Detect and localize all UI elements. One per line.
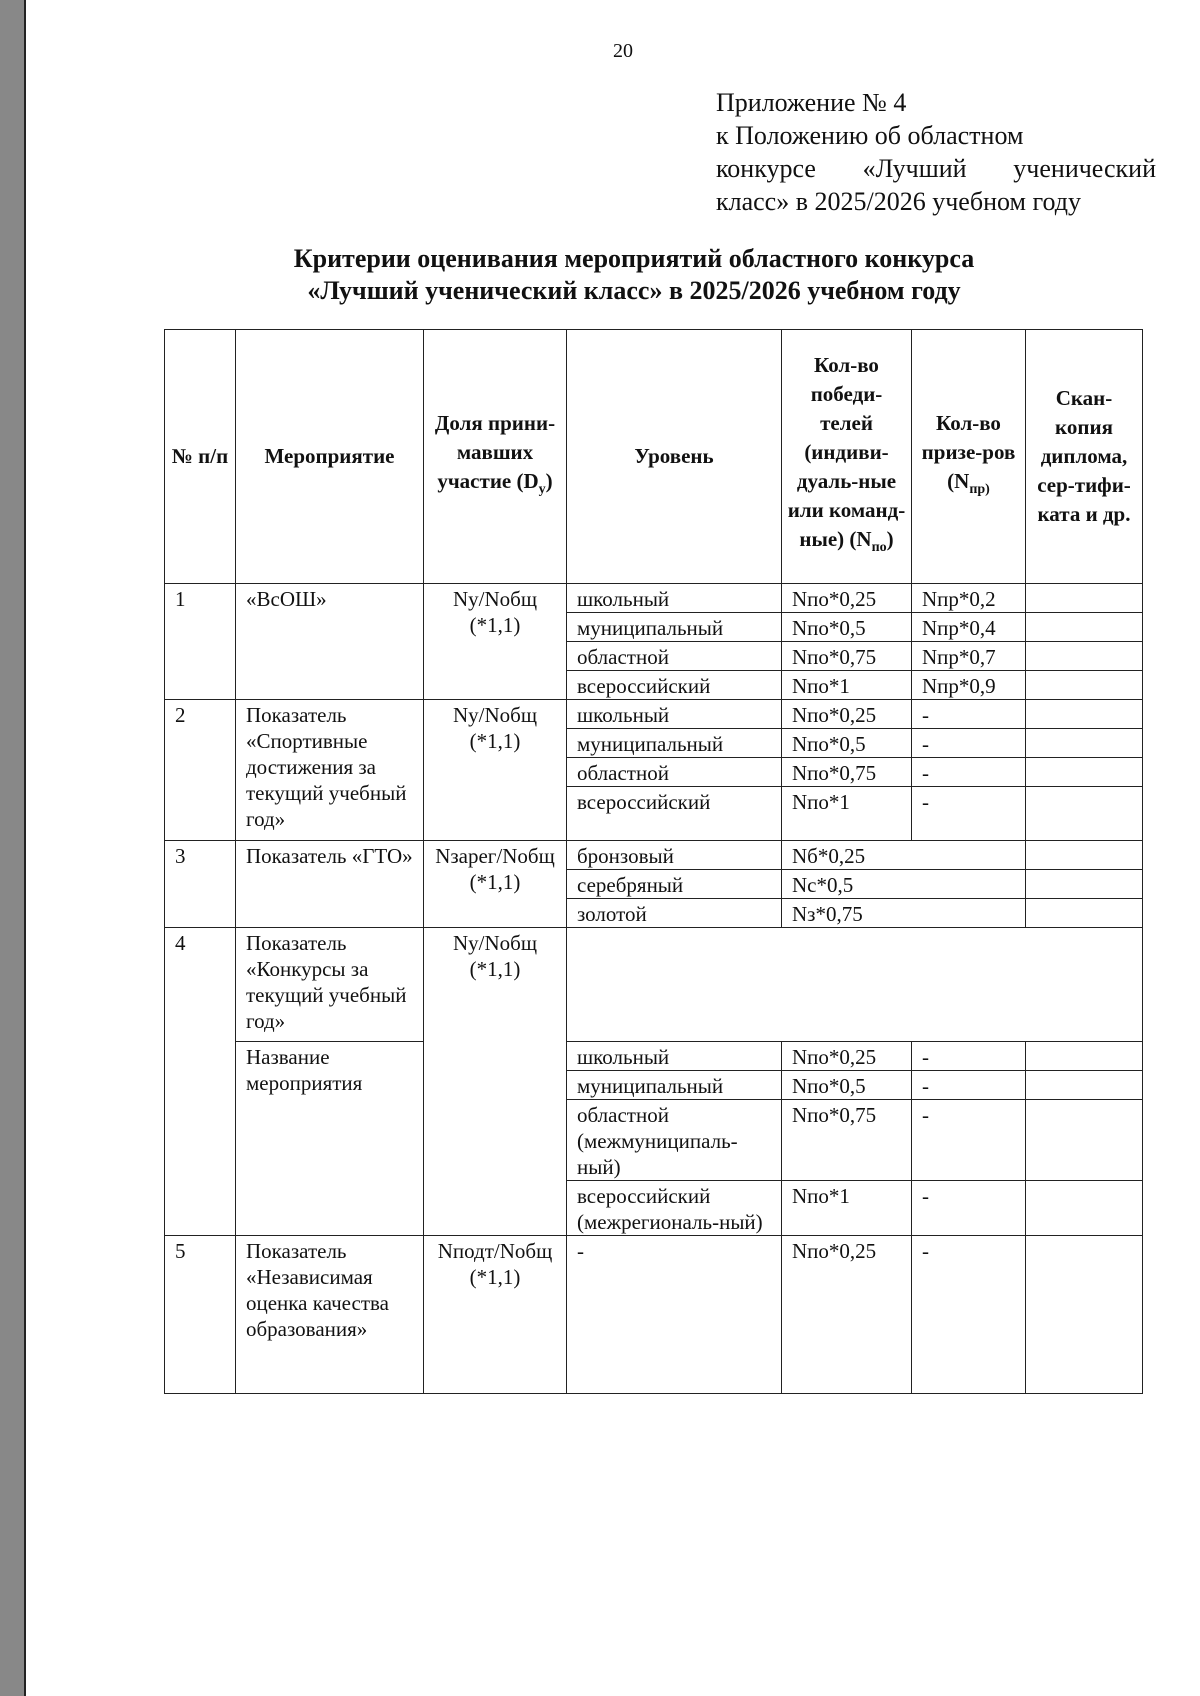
level-cell: областной [567, 758, 782, 787]
header-event: Мероприятие [236, 330, 424, 584]
level-cell: муниципальный [567, 1071, 782, 1100]
prizes-cell: - [912, 1042, 1026, 1071]
event-name: Показатель «Спортивные достижения за текущий учебный год» [236, 700, 424, 841]
level-cell: муниципальный [567, 613, 782, 642]
scan-cell [1026, 787, 1143, 841]
scan-cell [1026, 729, 1143, 758]
appendix-note [716, 86, 1156, 218]
appendix-line-4: класс» в 2025/2026 учебном году [716, 187, 1081, 216]
scan-cell [1026, 1042, 1143, 1071]
prizes-cell: Nпр*0,9 [912, 671, 1026, 700]
criteria-table [164, 329, 1143, 1394]
scan-cell [1026, 870, 1143, 899]
appendix-line-2: к Положению об областном [716, 121, 1024, 150]
winners-cell: Nпо*0,25 [782, 700, 912, 729]
level-cell: бронзовый [567, 841, 782, 870]
prizes-cell: - [912, 1071, 1026, 1100]
winners-cell: Nпо*0,25 [782, 1042, 912, 1071]
level-cell: всероссийский (межрегиональ-ный) [567, 1181, 782, 1236]
header-scan: Скан-копия диплома, сер-тифи-ката и др. [1026, 330, 1143, 584]
event-name: Показатель «Независимая оценка качества образования» [236, 1236, 424, 1394]
share-formula: Nу/Nобщ (*1,1) [424, 584, 567, 700]
row-number: 4 [165, 928, 236, 1236]
scan-cell [1026, 613, 1143, 642]
document-title [26, 243, 1200, 307]
level-cell: всероссийский [567, 787, 782, 841]
row-number: 5 [165, 1236, 236, 1394]
title-line-1: Критерии оценивания мероприятий областного конкурса [293, 244, 975, 273]
prizes-cell: Nпр*0,2 [912, 584, 1026, 613]
header-level: Уровень [567, 330, 782, 584]
prizes-cell: - [912, 700, 1026, 729]
event-name: Показатель «ГТО» [236, 841, 424, 928]
share-formula: Nзарег/Nобщ (*1,1) [424, 841, 567, 928]
winners-cell: Nпо*0,75 [782, 1100, 912, 1181]
level-cell: школьный [567, 1042, 782, 1071]
header-winners: Кол-во победи-телей (индиви-дуаль-ные или команд-ные) $(N_{по})$ [782, 330, 912, 584]
header-share: Доля прини-мавших участие $(D_у)$ [424, 330, 567, 584]
prizes-cell: - [912, 787, 1026, 841]
level-cell: областной [567, 642, 782, 671]
event-name: «ВсОШ» [236, 584, 424, 700]
event-name-secondary: Название мероприятия [236, 1042, 424, 1236]
level-cell: областной (межмуниципаль-ный) [567, 1100, 782, 1181]
table-header-row [165, 330, 1143, 584]
table-row [165, 928, 1143, 1042]
scan-cell [1026, 899, 1143, 928]
header-num: № п/п [165, 330, 236, 584]
winners-cell: Nпо*0,5 [782, 1071, 912, 1100]
table-row [165, 1236, 1143, 1394]
table-row [165, 841, 1143, 870]
prizes-cell: Nпр*0,7 [912, 642, 1026, 671]
winners-cell: Nпо*0,25 [782, 1236, 912, 1394]
winners-cell: Nпо*0,75 [782, 642, 912, 671]
share-formula: Nу/Nобщ (*1,1) [424, 700, 567, 841]
appendix-line-3: конкурсе «Лучший ученический [716, 154, 1156, 183]
level-cell: серебряный [567, 870, 782, 899]
winners-cell: Nпо*1 [782, 1181, 912, 1236]
table-row [165, 584, 1143, 613]
winners-cell: Nз*0,75 [782, 899, 1026, 928]
level-cell: золотой [567, 899, 782, 928]
level-cell: муниципальный [567, 729, 782, 758]
title-line-2: «Лучший ученический класс» в 2025/2026 учебном году [307, 276, 961, 305]
prizes-cell: Nпр*0,4 [912, 613, 1026, 642]
scan-cell [1026, 584, 1143, 613]
document-page [24, 0, 1200, 1696]
table-row [165, 1042, 1143, 1071]
winners-cell: Nпо*1 [782, 671, 912, 700]
scan-cell [1026, 642, 1143, 671]
level-cell: школьный [567, 584, 782, 613]
scan-cell [1026, 671, 1143, 700]
winners-cell: Nпо*0,5 [782, 613, 912, 642]
winners-cell: Nс*0,5 [782, 870, 1026, 899]
level-cell: всероссийский [567, 671, 782, 700]
prizes-cell: - [912, 1181, 1026, 1236]
level-cell: - [567, 1236, 782, 1394]
scan-cell [1026, 841, 1143, 870]
winners-cell: Nпо*0,5 [782, 729, 912, 758]
share-formula: Nподт/Nобщ (*1,1) [424, 1236, 567, 1394]
level-cell: школьный [567, 700, 782, 729]
winners-cell: Nпо*1 [782, 787, 912, 841]
prizes-cell: - [912, 758, 1026, 787]
scan-cell [1026, 758, 1143, 787]
row-number: 3 [165, 841, 236, 928]
scan-cell [1026, 1236, 1143, 1394]
prizes-cell: - [912, 1236, 1026, 1394]
scan-cell [1026, 700, 1143, 729]
winners-cell: Nпо*0,25 [782, 584, 912, 613]
share-formula: Nу/Nобщ (*1,1) [424, 928, 567, 1236]
row-number: 2 [165, 700, 236, 841]
appendix-line-1: Приложение № 4 [716, 88, 907, 117]
scan-cell [1026, 1100, 1143, 1181]
page-number: 20 [613, 40, 633, 62]
prizes-cell: - [912, 729, 1026, 758]
header-prizes: Кол-во призе-ров ($N_{пр)}$ [912, 330, 1026, 584]
scan-cell [1026, 1181, 1143, 1236]
row-number: 1 [165, 584, 236, 700]
event-name: Показатель «Конкурсы за текущий учебный год» [236, 928, 424, 1042]
table-row [165, 700, 1143, 729]
prizes-cell: - [912, 1100, 1026, 1181]
winners-cell: Nпо*0,75 [782, 758, 912, 787]
scan-cell [1026, 1071, 1143, 1100]
empty-merged-cell [567, 928, 1143, 1042]
winners-cell: Nб*0,25 [782, 841, 1026, 870]
